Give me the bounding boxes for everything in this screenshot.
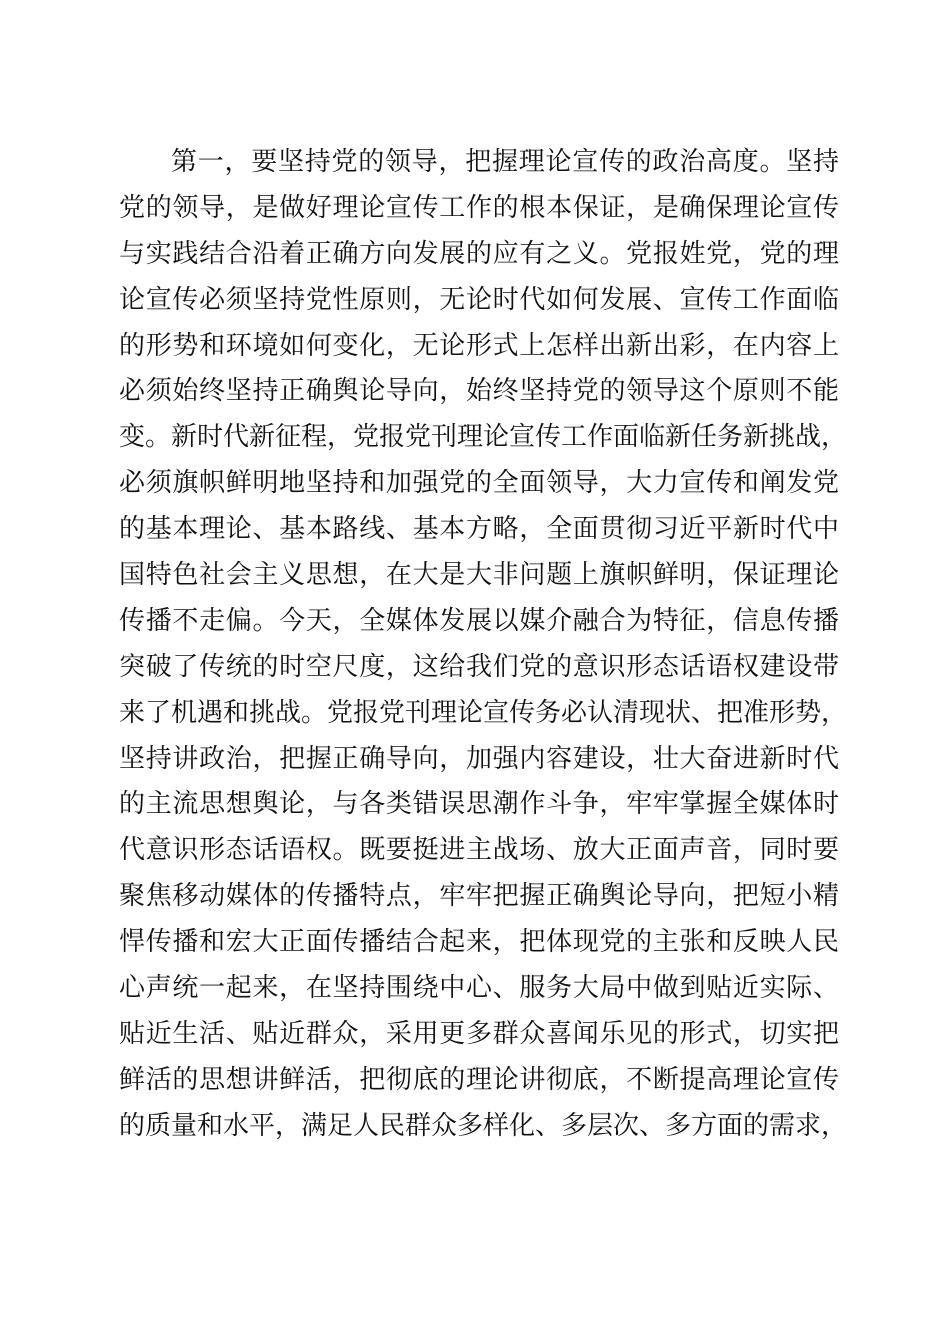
paragraph-line: 与实践结合沿着正确方向发展的应有之义。党报姓党，党的理 <box>119 238 839 269</box>
paragraph-line: 聚焦移动媒体的传播特点，牢牢把握正确舆论导向，把短小精 <box>119 881 839 912</box>
paragraph-line: 国特色社会主义思想，在大是大非问题上旗帜鲜明，保证理论 <box>119 560 839 591</box>
paragraph-line: 必须始终坚持正确舆论导向，始终坚持党的领导这个原则不能 <box>119 376 839 407</box>
paragraph-line: 的形势和环境如何变化，无论形式上怎样出新出彩，在内容上 <box>119 330 839 361</box>
paragraph-line: 坚持讲政治，把握正确导向，加强内容建设，壮大奋进新时代 <box>119 743 839 774</box>
paragraph-line: 悍传播和宏大正面传播结合起来，把体现党的主张和反映人民 <box>119 927 839 958</box>
paragraph-line: 传播不走偏。今天，全媒体发展以媒介融合为特征，信息传播 <box>119 605 839 636</box>
paragraph-line: 心声统一起来，在坚持围绕中心、服务大局中做到贴近实际、 <box>119 973 839 1004</box>
paragraph-line: 鲜活的思想讲鲜活，把彻底的理论讲彻底，不断提高理论宣传 <box>119 1064 839 1095</box>
paragraph-line: 党的领导，是做好理论宣传工作的根本保证，是确保理论宣传 <box>119 192 839 223</box>
paragraph-line: 论宣传必须坚持党性原则，无论时代如何发展、宣传工作面临 <box>119 284 839 315</box>
paragraph-line: 变。新时代新征程，党报党刊理论宣传工作面临新任务新挑战， <box>119 422 848 453</box>
paragraph-line: 代意识形态话语权。既要挺进主战场、放大正面声音，同时要 <box>119 835 839 866</box>
paragraph-line: 来了机遇和挑战。党报党刊理论宣传务必认清现状、把准形势， <box>119 697 848 728</box>
paragraph-line: 的主流思想舆论，与各类错误思潮作斗争，牢牢掌握全媒体时 <box>119 789 839 820</box>
paragraph-line: 贴近生活、贴近群众，采用更多群众喜闻乐见的形式，切实把 <box>119 1018 839 1049</box>
body-paragraph <box>119 140 848 1150</box>
paragraph-line: 的基本理论、基本路线、基本方略，全面贯彻习近平新时代中 <box>119 514 839 545</box>
paragraph-line: 突破了传统的时空尺度，这给我们党的意识形态话语权建设带 <box>119 651 839 682</box>
paragraph-line: 的质量和水平，满足人民群众多样化、多层次、多方面的需求， <box>119 1110 848 1141</box>
paragraph-line: 第一，要坚持党的领导，把握理论宣传的政治高度。坚持 <box>171 147 839 177</box>
paragraph-line: 必须旗帜鲜明地坚持和加强党的全面领导，大力宣传和阐发党 <box>119 468 839 499</box>
